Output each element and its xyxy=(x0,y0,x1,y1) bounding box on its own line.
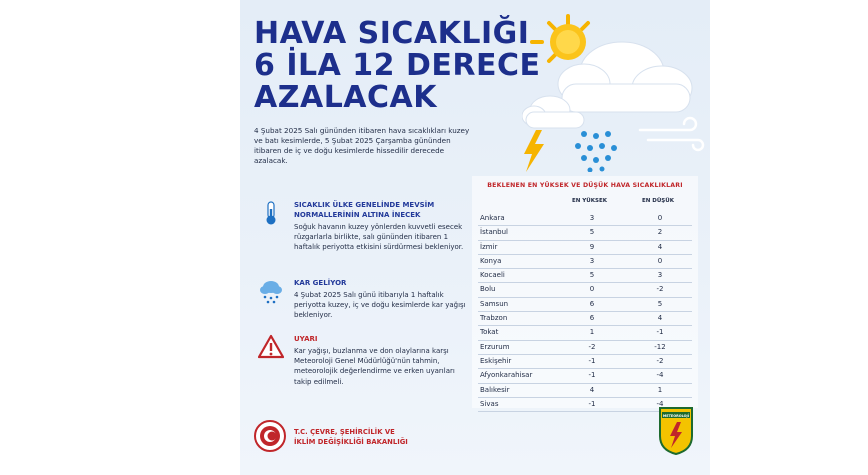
low-temp: -2 xyxy=(656,356,664,365)
table-row xyxy=(478,384,692,398)
table-row xyxy=(478,283,692,297)
city-name: Sivas xyxy=(480,399,499,408)
low-temp: 4 xyxy=(657,242,663,251)
city-name: Eskişehir xyxy=(480,356,512,365)
weather-illustration-icon xyxy=(522,12,708,172)
meteorology-logo-icon xyxy=(658,406,694,456)
temperature-table xyxy=(472,176,698,408)
city-name: Erzurum xyxy=(480,342,510,351)
high-temp: 0 xyxy=(589,285,595,294)
high-temp: 3 xyxy=(589,256,595,265)
lightning-icon xyxy=(524,130,544,172)
high-temp: 5 xyxy=(589,271,595,280)
city-name: Kocaeli xyxy=(480,271,505,280)
table-row xyxy=(478,326,692,340)
ministry-logo-icon xyxy=(254,420,286,452)
low-temp: 1 xyxy=(657,385,663,394)
city-name: İzmir xyxy=(480,242,498,251)
city-name: Bolu xyxy=(480,285,496,294)
high-temp: 4 xyxy=(589,385,595,394)
infographic-card xyxy=(240,0,710,475)
table-row xyxy=(478,226,692,240)
city-name: Tokat xyxy=(480,328,499,337)
column-header-low: EN DÜŞÜK xyxy=(642,198,674,204)
ministry-line-1: T.C. ÇEVRE, ŞEHİRCİLİK VE xyxy=(294,428,395,436)
high-temp: 5 xyxy=(589,228,595,237)
table-rows xyxy=(478,212,692,412)
title-line-3: AZALACAK xyxy=(254,80,438,115)
logo-text: METEOROLOJİ xyxy=(662,413,690,418)
high-temp: -1 xyxy=(588,356,596,365)
rain-drops-icon xyxy=(575,131,617,172)
section-body: Kar yağışı, buzlanma ve don olaylarına karşı Meteoroloji Genel Müdürlüğü'nün tahmin, meteorolojik değerlendirme ve erken uyarıları takip edilmeli. xyxy=(294,347,455,386)
low-temp: 5 xyxy=(657,299,663,308)
high-temp: 6 xyxy=(589,314,595,323)
city-name: İstanbul xyxy=(480,228,509,237)
thermometer-icon xyxy=(258,200,284,226)
high-temp: 3 xyxy=(589,214,595,222)
title-line-2: 6 İLA 12 DERECE xyxy=(254,48,541,83)
title-line-1: HAVA SICAKLIĞI xyxy=(254,16,530,51)
section-body: Soğuk havanın kuzey yönlerden kuvvetli esecek rüzgarlarla birlikte, salı gününden itibaren 1 haftalık periyotta etkisini sürdürmesi bekleniyor. xyxy=(294,223,464,252)
low-temp: -12 xyxy=(654,342,666,351)
table-row xyxy=(478,298,692,312)
table-row xyxy=(478,369,692,383)
high-temp: 9 xyxy=(589,242,595,251)
city-name: Ankara xyxy=(480,214,505,222)
high-temp: 1 xyxy=(589,328,595,337)
column-header-high: EN YÜKSEK xyxy=(572,198,607,204)
table-row xyxy=(478,241,692,255)
table-title: BEKLENEN EN YÜKSEK VE DÜŞÜK HAVA SICAKLIKLARI xyxy=(487,182,683,189)
low-temp: -1 xyxy=(656,328,664,337)
city-name: Trabzon xyxy=(480,314,508,323)
low-temp: 0 xyxy=(657,256,663,265)
section-heading: UYARI xyxy=(294,335,318,343)
table-row xyxy=(478,341,692,355)
snow-cloud-icon xyxy=(258,278,284,304)
table-row xyxy=(478,212,692,226)
section-body: 4 Şubat 2025 Salı günü itibarıyla 1 haftalık periyotta kuzey, iç ve doğu kesimlerde kar yağışı bekleniyor. xyxy=(294,291,466,320)
city-name: Konya xyxy=(480,256,502,265)
table-row xyxy=(478,312,692,326)
low-temp: -4 xyxy=(656,371,664,380)
low-temp: -4 xyxy=(656,399,664,408)
intro-text: 4 Şubat 2025 Salı gününden itibaren hava sıcaklıkları kuzey ve batı kesimlerde, 5 Şubat 2025 Çarşamba gününden itibaren de iç ve doğu kesimlerde hissedilir derecede azalacak. xyxy=(254,126,470,165)
high-temp: -1 xyxy=(588,399,596,408)
city-name: Samsun xyxy=(480,299,509,308)
ministry-name xyxy=(294,427,408,447)
low-temp: 3 xyxy=(657,271,663,280)
section-heading: KAR GELİYOR xyxy=(294,279,347,287)
city-name: Balıkesir xyxy=(480,385,510,394)
city-name: Afyonkarahisar xyxy=(480,371,533,380)
table-row xyxy=(478,255,692,269)
low-temp: 4 xyxy=(657,314,663,323)
high-temp: 6 xyxy=(589,299,595,308)
high-temp: -2 xyxy=(588,342,596,351)
table-row xyxy=(478,269,692,283)
high-temp: -1 xyxy=(588,371,596,380)
low-temp: 2 xyxy=(657,228,663,237)
warning-icon xyxy=(258,334,284,360)
page-title xyxy=(254,18,540,114)
section-heading: SICAKLIK ÜLKE GENELİNDE MEVSİM NORMALLERİNİN ALTINA İNECEK xyxy=(294,201,435,219)
low-temp: 0 xyxy=(657,214,663,222)
sun-icon xyxy=(532,16,588,61)
wind-icon xyxy=(640,118,703,150)
low-temp: -2 xyxy=(656,285,664,294)
ministry-line-2: İKLİM DEĞİŞİKLİĞİ BAKANLIĞI xyxy=(294,438,408,446)
table-row xyxy=(478,355,692,369)
